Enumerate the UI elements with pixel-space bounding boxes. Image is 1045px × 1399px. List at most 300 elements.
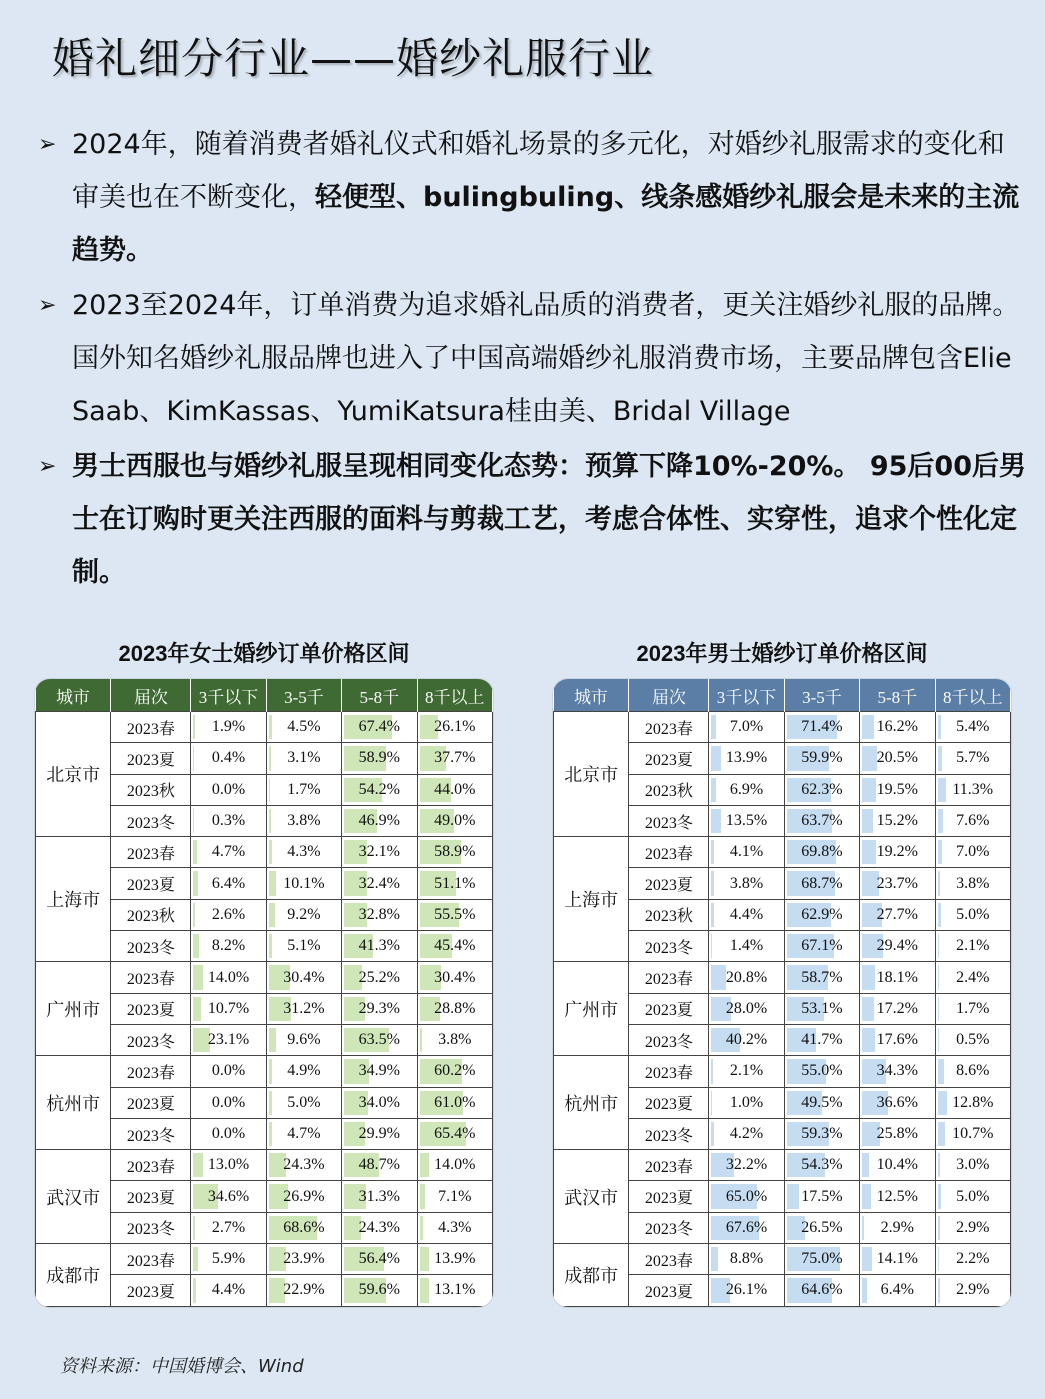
- percent-value: 59.6%: [358, 1281, 400, 1299]
- percent-value: 63.7%: [801, 812, 843, 830]
- percent-bar: [862, 1278, 867, 1302]
- percent-value: 54.2%: [358, 780, 400, 798]
- percent-cell: [191, 931, 266, 962]
- percent-value: 49.0%: [434, 812, 476, 830]
- period-cell: 2023夏: [111, 1181, 191, 1212]
- percent-cell: [342, 899, 417, 930]
- percent-cell: [191, 837, 266, 868]
- percent-value: 0.0%: [211, 1125, 246, 1142]
- percent-bar: [711, 1091, 712, 1115]
- column-header: 5-8千: [860, 679, 935, 712]
- percent-value: 67.6%: [725, 1218, 768, 1236]
- period-cell: 2023冬: [629, 1212, 709, 1243]
- percent-value: 13.1%: [434, 1281, 476, 1299]
- percent-cell: [191, 1087, 266, 1118]
- percent-value: 2.1%: [956, 937, 990, 955]
- percent-cell: [709, 993, 784, 1024]
- percent-bar: [711, 778, 716, 802]
- percent-value: 19.2%: [876, 843, 918, 861]
- percent-cell: [935, 899, 1010, 930]
- percent-bar: [938, 1091, 947, 1115]
- percent-value: 14.0%: [207, 968, 250, 986]
- percent-value: 58.9%: [358, 749, 400, 767]
- percent-cell: [417, 1087, 492, 1118]
- percent-bar: [938, 746, 942, 770]
- column-header: 届次: [629, 679, 709, 712]
- percent-cell: [784, 774, 859, 805]
- percent-value: 1.7%: [956, 999, 990, 1017]
- bullet-1-bold: 轻便型、bulingbuling、线条感婚纱礼服会是未来的主流趋势。: [72, 182, 1020, 266]
- percent-cell: [266, 1118, 341, 1149]
- percent-cell: [417, 1150, 492, 1181]
- table-row: [554, 712, 1011, 743]
- percent-cell: [860, 931, 935, 962]
- percent-cell: [709, 712, 784, 743]
- period-cell: 2023秋: [629, 774, 709, 805]
- percent-value: 31.2%: [283, 999, 325, 1017]
- percent-cell: [935, 1275, 1010, 1306]
- percent-value: 3.0%: [956, 1156, 990, 1174]
- percent-value: 53.1%: [801, 999, 843, 1017]
- percent-value: 69.8%: [801, 843, 843, 861]
- percent-value: 68.7%: [801, 874, 843, 892]
- city-cell: 武汉市: [36, 1150, 111, 1244]
- percent-cell: [417, 1024, 492, 1055]
- percent-cell: [342, 743, 417, 774]
- percent-cell: [191, 1150, 266, 1181]
- percent-bar: [787, 1184, 799, 1208]
- percent-bar: [938, 715, 942, 739]
- period-cell: 2023秋: [629, 899, 709, 930]
- column-header: 城市: [36, 679, 111, 712]
- percent-cell: [935, 1181, 1010, 1212]
- percent-bar: [193, 840, 196, 864]
- percent-cell: [784, 868, 859, 899]
- percent-value: 24.3%: [283, 1156, 325, 1174]
- percent-bar: [938, 1278, 940, 1302]
- percent-value: 0.0%: [211, 780, 246, 798]
- percent-cell: [417, 868, 492, 899]
- percent-cell: [709, 1181, 784, 1212]
- percent-bar: [269, 715, 272, 739]
- percent-value: 30.4%: [283, 968, 325, 986]
- percent-cell: [860, 1212, 935, 1243]
- table-row: [554, 837, 1011, 868]
- percent-value: 62.3%: [801, 780, 843, 798]
- percent-cell: [935, 805, 1010, 836]
- percent-value: 9.6%: [287, 1031, 321, 1049]
- percent-value: 67.1%: [801, 937, 843, 955]
- percent-cell: [266, 1056, 341, 1087]
- period-cell: 2023秋: [111, 774, 191, 805]
- city-cell: 上海市: [554, 837, 629, 962]
- percent-bar: [711, 1059, 712, 1083]
- percent-cell: [709, 1150, 784, 1181]
- percent-value: 5.0%: [956, 905, 990, 923]
- percent-bar: [711, 840, 714, 864]
- percent-value: 34.3%: [876, 1062, 918, 1080]
- percent-cell: [417, 962, 492, 993]
- bullet-1-text: 2024年，随着消费者婚礼仪式和婚礼场景的多元化，对婚纱礼服需求的变化和审美也在不断变化，: [72, 129, 1005, 213]
- period-cell: 2023夏: [111, 993, 191, 1024]
- period-cell: 2023夏: [111, 1275, 191, 1306]
- percent-cell: [860, 993, 935, 1024]
- percent-bar: [938, 997, 939, 1021]
- percent-bar: [938, 1059, 944, 1083]
- percent-cell: [860, 1181, 935, 1212]
- percent-cell: [935, 1244, 1010, 1275]
- percent-bar: [938, 871, 941, 895]
- period-cell: 2023春: [629, 962, 709, 993]
- percent-value: 55.5%: [434, 905, 476, 923]
- column-header: 8千以上: [935, 679, 1010, 712]
- male-price-table-section: [552, 636, 1012, 1308]
- percent-value: 34.6%: [207, 1187, 250, 1205]
- percent-value: 23.1%: [207, 1031, 250, 1049]
- percent-bar: [269, 1028, 276, 1052]
- percent-cell: [709, 1024, 784, 1055]
- percent-value: 4.9%: [287, 1062, 321, 1080]
- bullet-item-3: [38, 440, 1028, 599]
- table-row: [36, 1244, 493, 1275]
- percent-cell: [266, 743, 341, 774]
- percent-cell: [709, 1087, 784, 1118]
- percent-value: 59.9%: [801, 749, 843, 767]
- percent-cell: [342, 712, 417, 743]
- period-cell: 2023春: [111, 1244, 191, 1275]
- percent-value: 12.5%: [876, 1187, 918, 1205]
- percent-bar: [711, 965, 726, 989]
- percent-cell: [191, 962, 266, 993]
- percent-bar: [420, 1028, 423, 1052]
- percent-cell: [266, 774, 341, 805]
- percent-value: 3.1%: [287, 749, 321, 767]
- period-cell: 2023夏: [629, 1181, 709, 1212]
- percent-value: 5.7%: [956, 749, 990, 767]
- percent-cell: [342, 993, 417, 1024]
- percent-value: 14.0%: [434, 1156, 476, 1174]
- percent-value: 2.6%: [211, 905, 246, 923]
- percent-cell: [191, 993, 266, 1024]
- percent-value: 71.4%: [801, 718, 843, 736]
- percent-cell: [784, 1212, 859, 1243]
- percent-bar: [269, 1122, 272, 1146]
- percent-bar: [420, 1184, 425, 1208]
- period-cell: 2023冬: [111, 805, 191, 836]
- percent-value: 49.5%: [801, 1093, 843, 1111]
- percent-value: 4.7%: [287, 1125, 321, 1142]
- percent-value: 8.8%: [729, 1250, 764, 1268]
- percent-value: 30.4%: [434, 968, 476, 986]
- percent-cell: [935, 931, 1010, 962]
- percent-bar: [193, 934, 199, 958]
- percent-cell: [709, 868, 784, 899]
- percent-value: 60.2%: [434, 1062, 476, 1080]
- table-row: [36, 712, 493, 743]
- percent-value: 56.4%: [358, 1250, 400, 1268]
- period-cell: 2023春: [111, 712, 191, 743]
- percent-cell: [709, 1212, 784, 1243]
- percent-cell: [860, 1244, 935, 1275]
- percent-value: 17.6%: [876, 1031, 918, 1049]
- city-cell: 广州市: [554, 962, 629, 1056]
- percent-value: 2.7%: [211, 1218, 246, 1236]
- percent-value: 7.6%: [956, 812, 990, 830]
- column-header: 5-8千: [342, 679, 417, 712]
- percent-value: 4.3%: [438, 1218, 472, 1236]
- percent-value: 11.3%: [952, 780, 994, 798]
- percent-cell: [860, 743, 935, 774]
- percent-cell: [784, 962, 859, 993]
- city-cell: 成都市: [36, 1244, 111, 1307]
- percent-value: 2.9%: [956, 1218, 990, 1236]
- percent-value: 29.9%: [358, 1125, 400, 1142]
- period-cell: 2023夏: [629, 743, 709, 774]
- period-cell: 2023春: [111, 1150, 191, 1181]
- percent-value: 10.7%: [952, 1125, 994, 1142]
- percent-cell: [860, 1150, 935, 1181]
- percent-cell: [342, 1244, 417, 1275]
- percent-value: 7.1%: [438, 1187, 472, 1205]
- percent-cell: [935, 743, 1010, 774]
- period-cell: 2023夏: [629, 868, 709, 899]
- percent-value: 8.2%: [211, 937, 246, 955]
- percent-value: 58.7%: [801, 968, 843, 986]
- arrow-bullet-icon: ➢: [38, 293, 57, 318]
- percent-cell: [191, 868, 266, 899]
- percent-cell: [191, 712, 266, 743]
- percent-value: 5.4%: [956, 718, 990, 736]
- percent-cell: [860, 805, 935, 836]
- period-cell: 2023冬: [111, 1118, 191, 1149]
- percent-value: 54.3%: [801, 1156, 843, 1174]
- percent-bar: [938, 809, 943, 833]
- percent-bar: [193, 1247, 197, 1271]
- percent-value: 29.3%: [358, 999, 400, 1017]
- percent-bar: [193, 997, 201, 1021]
- period-cell: 2023夏: [111, 1087, 191, 1118]
- table-row: [36, 837, 493, 868]
- percent-value: 4.1%: [729, 843, 764, 861]
- period-cell: 2023冬: [629, 1118, 709, 1149]
- percent-value: 13.5%: [725, 812, 768, 830]
- percent-cell: [860, 1275, 935, 1306]
- percent-cell: [860, 868, 935, 899]
- percent-value: 28.8%: [434, 999, 476, 1017]
- percent-value: 37.7%: [434, 749, 476, 767]
- percent-value: 1.0%: [729, 1093, 764, 1111]
- percent-cell: [784, 931, 859, 962]
- table-row: [36, 1056, 493, 1087]
- percent-cell: [935, 1150, 1010, 1181]
- percent-bar: [420, 1247, 430, 1271]
- percent-cell: [191, 1181, 266, 1212]
- percent-value: 25.2%: [358, 968, 400, 986]
- percent-bar: [711, 1247, 717, 1271]
- percent-cell: [860, 1087, 935, 1118]
- percent-value: 4.4%: [729, 905, 764, 923]
- period-cell: 2023夏: [629, 993, 709, 1024]
- percent-bar: [862, 746, 876, 770]
- percent-bar: [862, 997, 874, 1021]
- percent-cell: [191, 1244, 266, 1275]
- percent-bar: [862, 715, 873, 739]
- percent-bar: [193, 1153, 202, 1177]
- percent-cell: [935, 1056, 1010, 1087]
- percent-cell: [784, 1087, 859, 1118]
- percent-value: 20.8%: [725, 968, 768, 986]
- percent-cell: [784, 1118, 859, 1149]
- percent-cell: [935, 962, 1010, 993]
- percent-cell: [266, 1181, 341, 1212]
- percent-value: 40.2%: [725, 1031, 768, 1049]
- percent-cell: [935, 868, 1010, 899]
- period-cell: 2023春: [629, 1150, 709, 1181]
- percent-cell: [784, 1056, 859, 1087]
- percent-bar: [938, 1216, 940, 1240]
- percent-value: 5.0%: [287, 1093, 321, 1111]
- table-row: [554, 1150, 1011, 1181]
- percent-cell: [342, 1150, 417, 1181]
- percent-cell: [709, 805, 784, 836]
- percent-value: 29.4%: [876, 937, 918, 955]
- percent-bar: [938, 934, 939, 958]
- city-cell: 武汉市: [554, 1150, 629, 1244]
- city-cell: 北京市: [554, 712, 629, 837]
- column-header: 8千以上: [417, 679, 492, 712]
- percent-value: 6.9%: [729, 780, 764, 798]
- percent-cell: [191, 774, 266, 805]
- bullet-3-bold: 男士西服也与婚纱礼服呈现相同变化态势：预算下降10%-20%。 95后00后男士在订购时更关注西服的面料与剪裁工艺，考虑合体性、实穿性，追求个性化定制。: [72, 451, 1027, 588]
- period-cell: 2023冬: [111, 1212, 191, 1243]
- percent-cell: [191, 743, 266, 774]
- percent-cell: [266, 1024, 341, 1055]
- percent-value: 26.1%: [434, 718, 476, 736]
- percent-value: 12.8%: [952, 1093, 994, 1111]
- percent-value: 48.7%: [358, 1156, 400, 1174]
- percent-cell: [860, 712, 935, 743]
- percent-cell: [860, 899, 935, 930]
- percent-cell: [935, 774, 1010, 805]
- percent-cell: [860, 1024, 935, 1055]
- percent-value: 14.1%: [876, 1250, 918, 1268]
- percent-cell: [935, 1024, 1010, 1055]
- percent-value: 20.5%: [876, 749, 918, 767]
- period-cell: 2023冬: [629, 805, 709, 836]
- percent-value: 25.8%: [876, 1125, 918, 1142]
- percent-bar: [193, 1278, 196, 1302]
- percent-value: 3.8%: [729, 874, 764, 892]
- percent-bar: [193, 903, 195, 927]
- percent-cell: [191, 1275, 266, 1306]
- period-cell: 2023秋: [111, 899, 191, 930]
- percent-bar: [193, 715, 194, 739]
- percent-cell: [860, 774, 935, 805]
- percent-bar: [711, 746, 721, 770]
- percent-bar: [420, 1216, 423, 1240]
- percent-value: 23.9%: [283, 1250, 325, 1268]
- column-header: 届次: [111, 679, 191, 712]
- percent-value: 1.9%: [211, 718, 246, 736]
- period-cell: 2023冬: [629, 931, 709, 962]
- percent-cell: [266, 1087, 341, 1118]
- male-table-card: [552, 678, 1012, 1308]
- city-cell: 杭州市: [36, 1056, 111, 1150]
- percent-cell: [860, 962, 935, 993]
- percent-bar: [420, 1278, 429, 1302]
- table-row: [554, 962, 1011, 993]
- percent-cell: [417, 931, 492, 962]
- percent-value: 5.1%: [287, 937, 321, 955]
- percent-value: 26.1%: [725, 1281, 768, 1299]
- percent-value: 2.9%: [880, 1218, 914, 1236]
- percent-bar: [862, 1184, 871, 1208]
- percent-value: 64.6%: [801, 1281, 843, 1299]
- period-cell: 2023春: [111, 1056, 191, 1087]
- percent-cell: [266, 1244, 341, 1275]
- female-price-table: [35, 679, 493, 1307]
- percent-cell: [935, 1212, 1010, 1243]
- percent-bar: [862, 1247, 872, 1271]
- column-header: 3-5千: [784, 679, 859, 712]
- percent-cell: [266, 931, 341, 962]
- percent-cell: [417, 1056, 492, 1087]
- arrow-bullet-icon: ➢: [38, 132, 57, 157]
- percent-value: 4.7%: [211, 843, 246, 861]
- percent-cell: [191, 1212, 266, 1243]
- percent-cell: [417, 712, 492, 743]
- percent-value: 2.9%: [956, 1281, 990, 1299]
- percent-cell: [342, 1024, 417, 1055]
- percent-value: 44.0%: [434, 780, 476, 798]
- percent-value: 41.3%: [358, 937, 400, 955]
- percent-value: 46.9%: [358, 812, 400, 830]
- percent-cell: [191, 1118, 266, 1149]
- percent-cell: [266, 868, 341, 899]
- percent-cell: [342, 774, 417, 805]
- percent-bar: [711, 934, 712, 958]
- percent-bar: [938, 1153, 940, 1177]
- city-cell: 北京市: [36, 712, 111, 837]
- percent-value: 28.0%: [725, 999, 768, 1017]
- percent-bar: [269, 746, 271, 770]
- percent-value: 4.2%: [729, 1125, 764, 1142]
- percent-value: 23.7%: [876, 874, 918, 892]
- percent-cell: [417, 1244, 492, 1275]
- bullet-item-1: [38, 118, 1028, 277]
- percent-value: 9.2%: [287, 905, 321, 923]
- bullet-item-2: [38, 279, 1028, 438]
- percent-value: 4.3%: [287, 843, 321, 861]
- percent-value: 22.9%: [283, 1281, 325, 1299]
- percent-cell: [784, 1024, 859, 1055]
- percent-value: 17.2%: [876, 999, 918, 1017]
- percent-cell: [709, 1244, 784, 1275]
- percent-cell: [709, 931, 784, 962]
- percent-cell: [784, 899, 859, 930]
- percent-value: 36.6%: [876, 1093, 918, 1111]
- percent-cell: [784, 1244, 859, 1275]
- percent-value: 13.9%: [434, 1250, 476, 1268]
- percent-value: 2.1%: [729, 1062, 764, 1080]
- percent-cell: [860, 1118, 935, 1149]
- column-header: 城市: [554, 679, 629, 712]
- percent-value: 34.0%: [358, 1093, 400, 1111]
- percent-value: 7.0%: [956, 843, 990, 861]
- percent-cell: [784, 993, 859, 1024]
- female-table-card: [34, 678, 494, 1308]
- percent-bar: [862, 778, 876, 802]
